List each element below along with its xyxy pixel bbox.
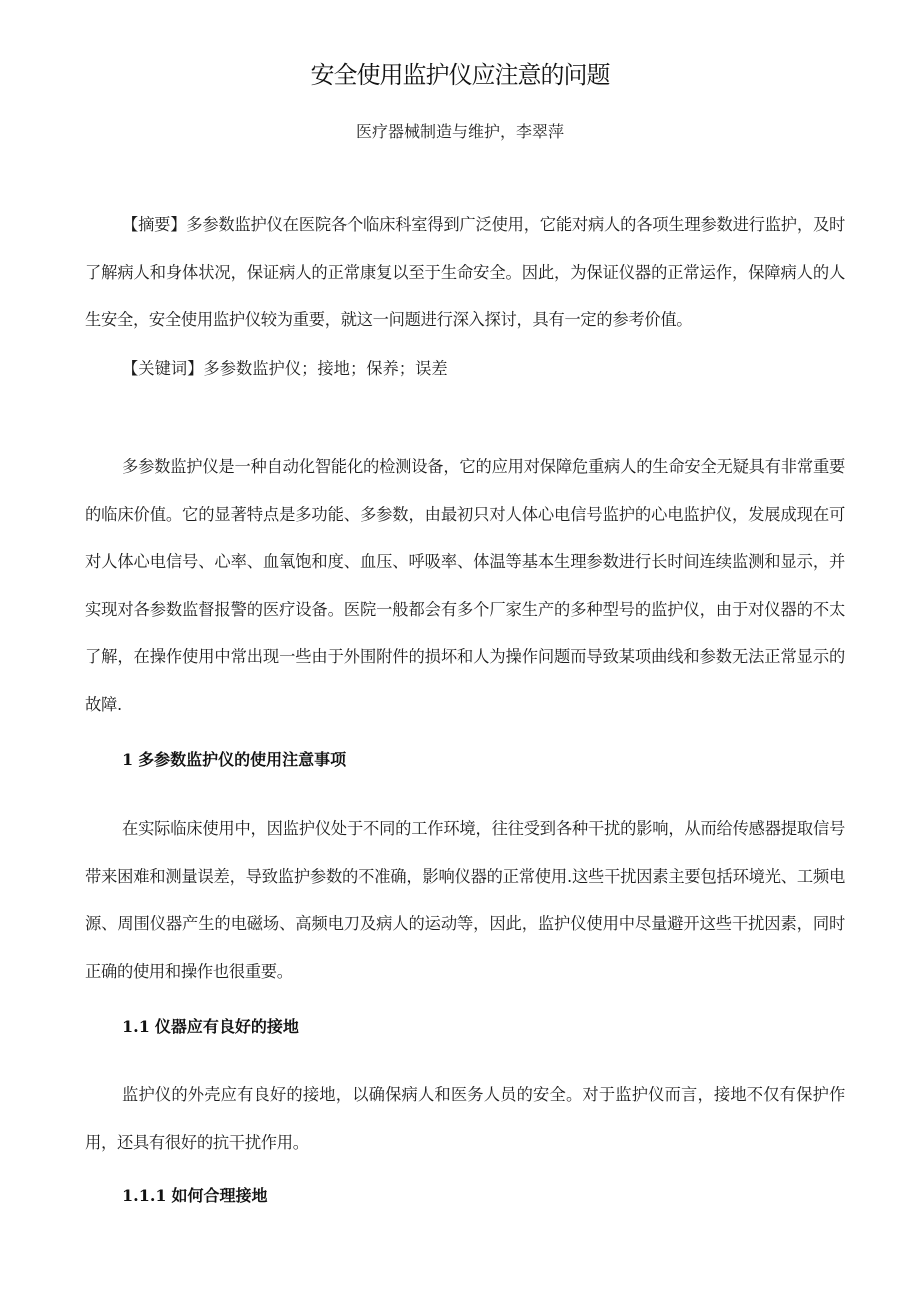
intro-paragraph: 多参数监护仪是一种自动化智能化的检测设备，它的应用对保障危重病人的生命安全无疑具有非常重要的临床价值。它的显著特点是多功能、多参数，由最初只对人体心电信号监护的心电监护仪，发展成现在可对人体心电信号、心率、血氧饱和度、血压、呼吸率、体温等基本生理参数进行长时间连续监测和显示，并实现对各参数监督报警的医疗设备。医院一般都会有多个厂家生产的多种型号的监护仪，由于对仪器的不太了解，在操作使用中常出现一些由于外围附件的损坏和人为操作问题而导致某项曲线和参数无法正常显示的故障. — [85, 457, 845, 714]
section-1-paragraph: 在实际临床使用中，因监护仪处于不同的工作环境，往往受到各种干扰的影响，从而给传感器提取信号带来困难和测量误差，导致监护参数的不准确，影响仪器的正常使用.这些干扰因素主要包括环境光、工频电源、周围仪器产生的电磁场、高频电刀及病人的运动等，因此，监护仪使用中尽量避开这些干扰因素，同时正确的使用和操作也很重要。 — [85, 819, 845, 981]
section-title: 如何合理接地 — [171, 1186, 268, 1205]
section-title: 多参数监护仪的使用注意事项 — [138, 750, 347, 769]
section-number: 1.1 — [122, 1017, 150, 1036]
document-title: 安全使用监护仪应注意的问题 — [310, 61, 610, 89]
document-author: 医疗器械制造与维护，李翠萍 — [355, 122, 564, 141]
section-heading-1-1 — [122, 1015, 299, 1039]
section-number: 1.1.1 — [122, 1186, 167, 1205]
section-heading-1 — [122, 748, 346, 772]
section-title: 仪器应有良好的接地 — [154, 1017, 299, 1036]
abstract-paragraph: 【摘要】多参数监护仪在医院各个临床科室得到广泛使用，它能对病人的各项生理参数进行监护，及时了解病人和身体状况，保证病人的正常康复以至于生命安全。因此，为保证仪器的正常运作，保障病人的人生安全，安全使用监护仪较为重要，就这一问题进行深入探讨，具有一定的参考价值。 — [85, 215, 845, 329]
section-number: 1 — [122, 750, 134, 769]
section-heading-1-1-1 — [122, 1184, 268, 1208]
keywords-line: 【关键词】多参数监护仪；接地；保养；误差 — [122, 359, 448, 378]
section-1-1-paragraph: 监护仪的外壳应有良好的接地，以确保病人和医务人员的安全。对于监护仪而言，接地不仅有保护作用，还具有很好的抗干扰作用。 — [85, 1085, 845, 1152]
